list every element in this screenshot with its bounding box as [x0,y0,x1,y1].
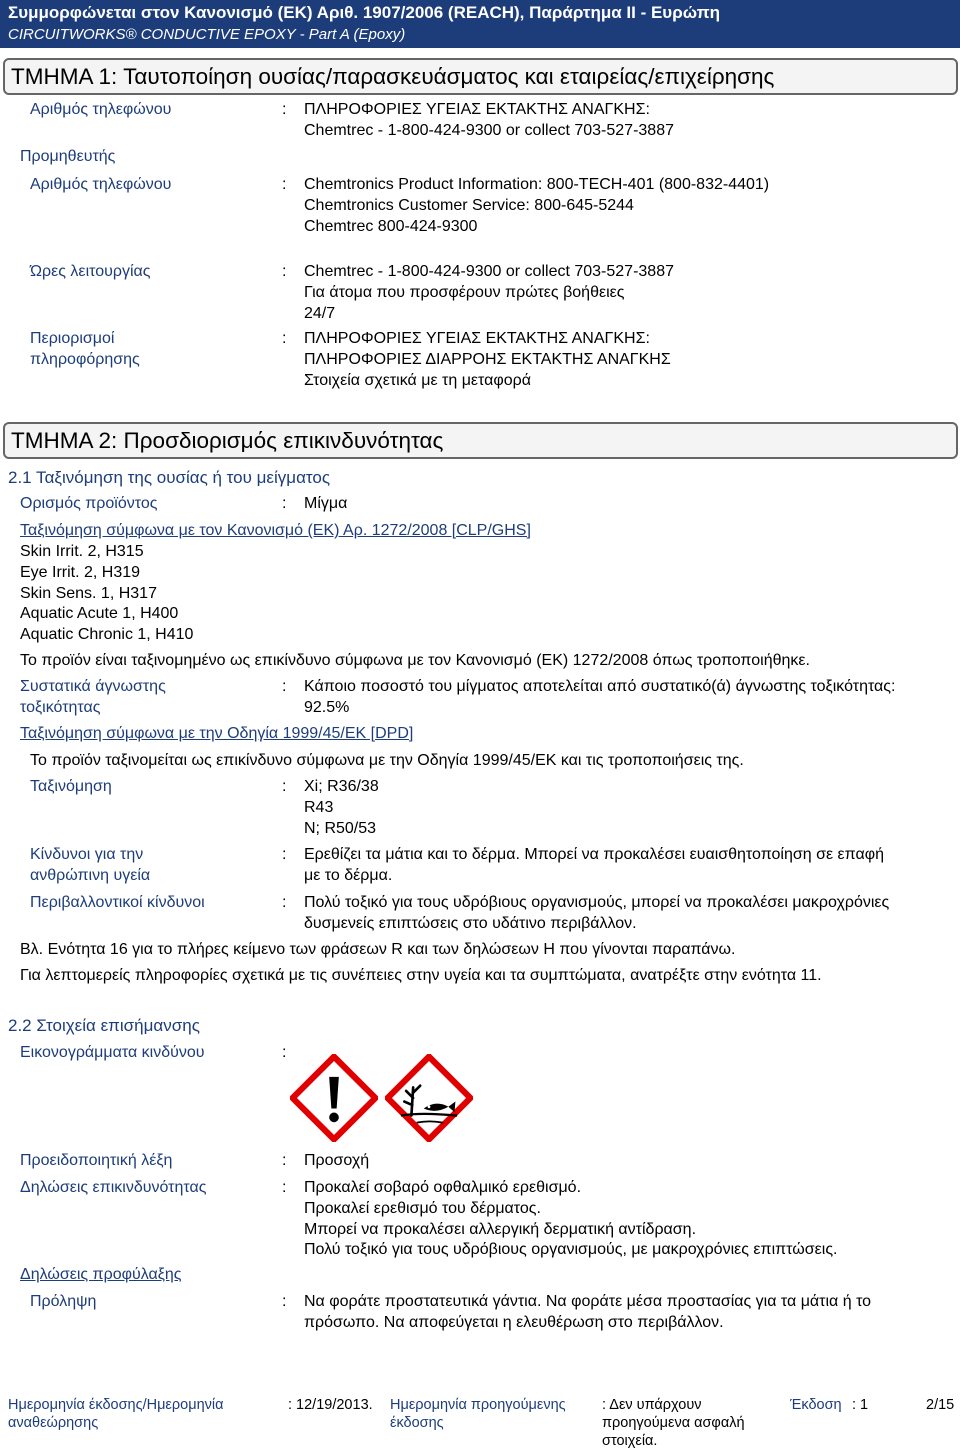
colon: : [282,495,287,512]
info-limits-label: Περιορισμοί πληροφόρησης [30,330,140,368]
classification-label: Ταξινόμηση [30,778,112,795]
subsection-2-2-heading: 2.2 Στοιχεία επισήμανσης [8,1016,200,1035]
product-name: CIRCUITWORKS® CONDUCTIVE EPOXY - Part A (Epoxy) [8,26,406,43]
exclamation-mark-pictogram-icon [290,1054,378,1142]
clp-item: Aquatic Chronic 1, H410 [20,626,194,644]
colon: : [282,263,287,280]
colon: : [282,678,287,695]
unknown-toxicity-value: Κάποιο ποσοστό του μίγματος αποτελείται από συστατικό(ά) άγνωστης τοξικότητας: 92.5% [304,678,896,716]
clp-statement: Το προϊόν είναι ταξινομημένο ως επικίνδυνο σύμφωνα με τον Κανονισμό (ΕΚ) 1272/2008 όπως τροποποιήθηκε. [20,652,810,669]
human-health-value: Ερεθίζει τα μάτια και το δέρμα. Μπορεί να προκαλέσει ευαισθητοποίηση σε επαφή με το δέρμα. [304,846,884,884]
precautionary-statements-heading: Δηλώσεις προφύλαξης [20,1266,182,1283]
emergency-phone-label: Αριθμός τηλεφώνου [30,101,172,118]
colon: : [282,1152,287,1169]
colon: : [282,176,287,193]
environment-value: Πολύ τοξικό για τους υδρόβιους οργανισμούς, μπορεί να προκαλέσει μακροχρόνιες δυσμενείς επιπτώσεις στο υδάτινο περιβάλλον. [304,894,890,932]
hazard-statements-value: Προκαλεί σοβαρό οφθαλμικό ερεθισμό. Προκαλεί ερεθισμό του δέρματος. Μπορεί να προκαλέσει αλλεργική δερματική αντίδραση. Πολύ τοξικό για τους υδρόβιους οργανισμούς, με μακροχρόνιες επιπτώσεις. [304,1179,838,1259]
clp-item: Skin Sens. 1, H317 [20,584,157,602]
see-section-16-note: Βλ. Ενότητα 16 για το πλήρες κείμενο των φράσεων R και των δηλώσεων H που γίνονται παραπάνω. [20,941,736,958]
colon: : [282,1293,287,1310]
version-value: : 1 [852,1397,869,1413]
hazard-statements-label: Δηλώσεις επικινδυνότητας [20,1179,207,1196]
section-2-heading: ΤΜΗΜΑ 2: Προσδιορισμός επικινδυνότητας [3,422,958,459]
prevention-label: Πρόληψη [30,1293,97,1310]
emergency-phone-value: ΠΛΗΡΟΦΟΡΙΕΣ ΥΓΕΙΑΣ ΕΚΤΑΚΤΗΣ ΑΝΑΓΚΗΣ: Chemtrec - 1-800-424-9300 or collect 703-527-3887 [304,101,674,139]
colon: : [282,101,287,118]
pictograms-label: Εικονογράμματα κινδύνου [20,1044,205,1061]
environment-label: Περιβαλλοντικοί κίνδυνοι [30,894,205,911]
supplier-label: Προμηθευτής [20,148,116,165]
document-banner [0,0,960,48]
clp-item: Aquatic Acute 1, H400 [20,605,179,623]
colon: : [282,330,287,347]
prevention-value: Να φοράτε προστατευτικά γάντια. Να φοράτε μέσα προστασίας για τα μάτια ή το πρόσωπο. Να αποφεύγεται η ελευθέρωση στο περιβάλλον. [304,1293,872,1331]
colon: : [282,1044,287,1061]
page-number: 2/15 [926,1397,955,1413]
supplier-phone-value: Chemtronics Product Information: 800-TECH-401 (800-832-4401) Chemtronics Customer Service: 800-645-5244 Chemtrec 800-424-9300 [304,176,770,235]
environment-pictogram-icon [385,1054,473,1142]
version-label: Έκδοση [790,1397,842,1413]
subsection-2-1-heading: 2.1 Ταξινόμηση της ουσίας ή του μείγματος [8,468,331,487]
clp-item: Eye Irrit. 2, H319 [20,563,141,581]
section-1-heading: ΤΜΗΜΑ 1: Ταυτοποίηση ουσίας/παρασκευάσματος και εταιρείας/επιχείρησης [3,58,958,95]
dpd-classification-heading: Ταξινόμηση σύμφωνα με την Οδηγία 1999/45/ΕΚ [DPD] [20,725,414,742]
colon: : [282,778,287,795]
previous-issue-value: : Δεν υπάρχουν προηγούμενα ασφαλή στοιχεία. [602,1397,745,1450]
hours-value: Chemtrec - 1-800-424-9300 or collect 703-527-3887 Για άτομα που προσφέρουν πρώτες βοήθειες 24/7 [304,263,674,322]
signal-word-value: Προσοχή [304,1152,370,1169]
issue-date-label: Ημερομηνία έκδοσης/Ημερομηνία αναθεώρησης [8,1397,224,1432]
product-definition-value: Μίγμα [304,495,348,512]
unknown-toxicity-label: Συστατικά άγνωστης τοξικότητας [20,678,166,716]
clp-classification-list [20,542,193,646]
regulation-line: Συμμορφώνεται στον Κανονισμό (ΕΚ) Αριθ. 1907/2006 (REACH), Παράρτημα II - Ευρώπη [8,3,721,22]
product-definition-label: Ορισμός προϊόντος [20,495,158,512]
colon: : [282,894,287,911]
signal-word-label: Προειδοποιητική λέξη [20,1152,173,1169]
human-health-label: Κίνδυνοι για την ανθρώπινη υγεία [30,846,151,884]
previous-issue-label: Ημερομηνία προηγούμενης έκδοσης [390,1397,566,1432]
supplier-phone-label: Αριθμός τηλεφώνου [30,176,172,193]
classification-value: Xi; R36/38 R43 N; R50/53 [304,778,379,837]
see-section-11-note: Για λεπτομερείς πληροφορίες σχετικά με τις συνέπειες στην υγεία και τα συμπτώματα, ανατρέξτε στην ενότητα 11. [20,967,822,984]
clp-classification-heading: Ταξινόμηση σύμφωνα με τον Κανονισμό (ΕΚ) Αρ. 1272/2008 [CLP/GHS] [20,522,531,539]
colon: : [282,846,287,863]
info-limits-value: ΠΛΗΡΟΦΟΡΙΕΣ ΥΓΕΙΑΣ ΕΚΤΑΚΤΗΣ ΑΝΑΓΚΗΣ: ΠΛΗΡΟΦΟΡΙΕΣ ΔΙΑΡΡΟΗΣ ΕΚΤΑΚΤΗΣ ΑΝΑΓΚΗΣ Στοιχεία σχετικά με τη μεταφορά [304,330,671,389]
dpd-statement: Το προϊόν ταξινομείται ως επικίνδυνο σύμφωνα με την Οδηγία 1999/45/ΕΚ και τις τροποποιήσεις της. [30,752,744,769]
issue-date-value: : 12/19/2013. [288,1397,373,1413]
colon: : [282,1179,287,1196]
hours-label: Ώρες λειτουργίας [30,263,151,280]
clp-item: Skin Irrit. 2, H315 [20,543,144,560]
